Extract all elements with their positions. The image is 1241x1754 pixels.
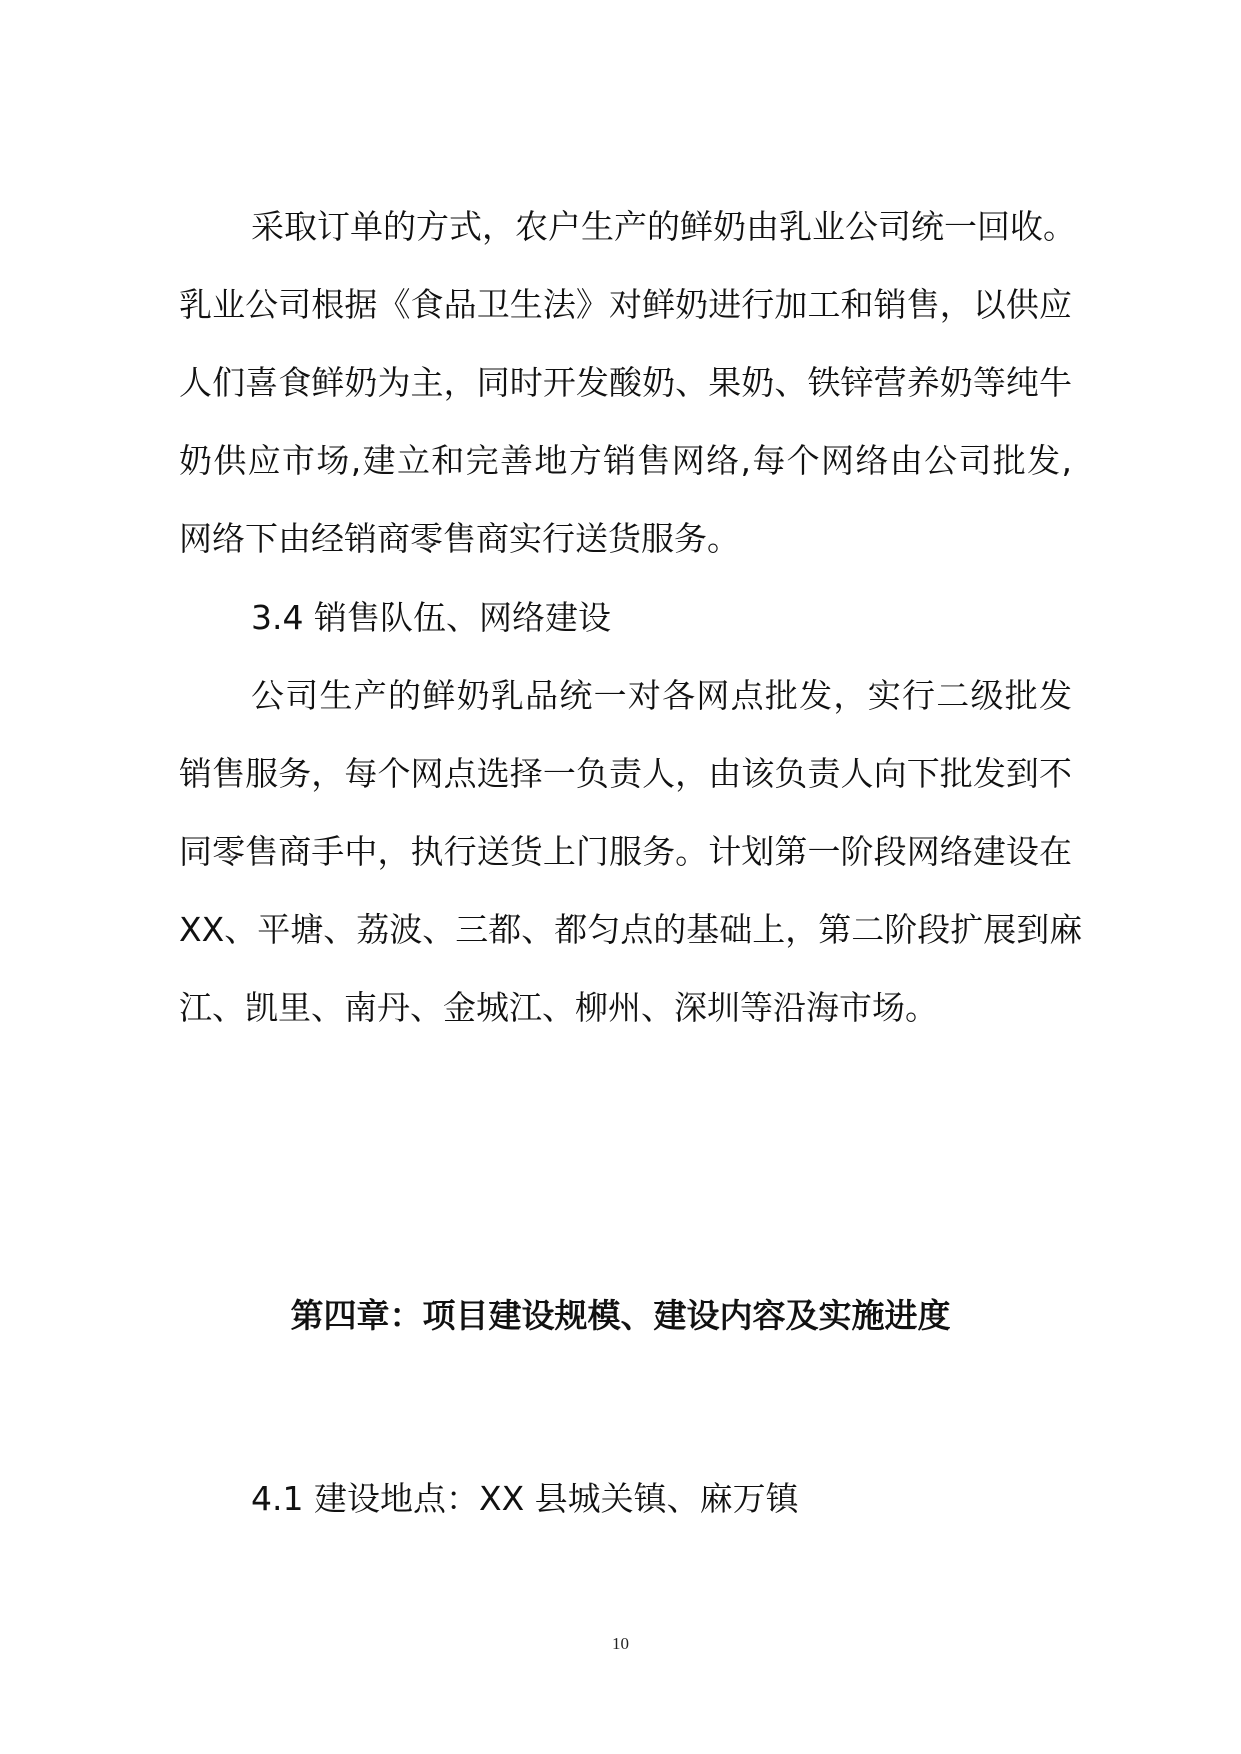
paragraph-1-line-5: 网络下由经销商零售商实行送货服务。 [179,519,740,558]
paragraph-1-line-1: 采取订单的方式，农户生产的鲜奶由乳业公司统一回收。 [251,207,1076,246]
paragraph-2-line-3: 同零售商手中，执行送货上门服务。计划第一阶段网络建设在 [179,832,1072,871]
section-3-4-heading: 3.4 销售队伍、网络建设 [251,598,611,637]
paragraph-2-line-2: 销售服务，每个网点选择一负责人，由该负责人向下批发到不 [179,754,1072,793]
paragraph-1-line-2: 乳业公司根据《食品卫生法》对鲜奶进行加工和销售，以供应 [179,285,1072,324]
paragraph-2-line-4: XX、平塘、荔波、三都、都匀点的基础上，第二阶段扩展到麻 [179,910,1083,949]
paragraph-1-line-3: 人们喜食鲜奶为主，同时开发酸奶、果奶、铁锌营养奶等纯牛 [179,363,1072,402]
paragraph-2-line-1: 公司生产的鲜奶乳品统一对各网点批发，实行二级批发 [251,676,1072,715]
section-4-1-heading: 4.1 建设地点：XX 县城关镇、麻万镇 [251,1479,799,1518]
paragraph-1-line-4: 奶供应市场,建立和完善地方销售网络,每个网络由公司批发, [179,441,1072,480]
paragraph-2-line-5: 江、凯里、南丹、金城江、柳州、深圳等沿海市场。 [179,988,938,1027]
page-number: 10 [612,1634,629,1653]
chapter-heading: 第四章：项目建设规模、建设内容及实施进度 [290,1296,951,1335]
